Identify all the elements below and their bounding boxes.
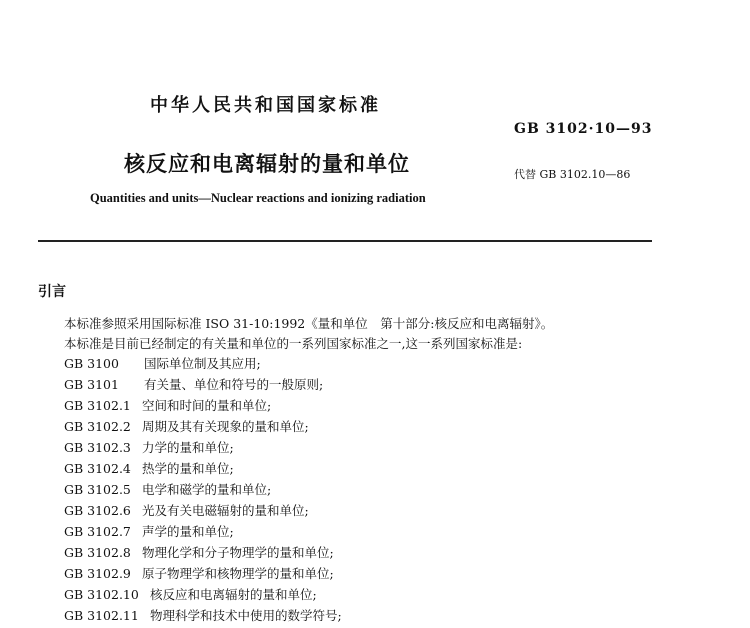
standard-code: GB 3102.3 [64,440,131,455]
standard-title: 空间和时间的量和单位; [142,398,272,413]
english-title: Quantities and units—Nuclear reactions and ionizing radiation [90,191,426,205]
standard-title: 声学的量和单位; [142,524,234,539]
list-item [64,479,342,500]
standard-title: 核反应和电离辐射的量和单位; [150,587,317,602]
list-item [64,584,342,605]
replaces-note: 代替 GB 3102.10—86 [514,168,631,181]
list-item [64,353,342,374]
standard-title: 光及有关电磁辐射的量和单位; [142,503,309,518]
standard-code: GB 3102.10 [64,587,139,602]
standard-title: 国际单位制及其应用; [144,356,261,371]
intro-paragraph-1: 本标准参照采用国际标准 ISO 31-10:1992《量和单位 第十部分:核反应和电离辐射》。 [64,316,554,331]
standard-code: GB 3102.9 [64,566,131,581]
standard-code: GB 3102.7 [64,524,131,539]
standard-code: GB 3102.2 [64,419,131,434]
list-item [64,563,342,584]
list-item [64,542,342,563]
document-title: 核反应和电离辐射的量和单位 [124,152,410,176]
standard-code: GB 3102.11 [64,608,139,623]
section-heading-introduction: 引言 [38,284,66,300]
standard-title: 力学的量和单位; [142,440,234,455]
standard-title: 有关量、单位和符号的一般原则; [144,377,324,392]
list-item [64,521,342,542]
standard-title: 物理化学和分子物理学的量和单位; [142,545,334,560]
list-item [64,437,342,458]
standards-list [64,353,342,626]
intro-paragraph-2: 本标准是目前已经制定的有关量和单位的一系列国家标准之一,这一系列国家标准是: [64,336,523,351]
standard-code: GB 3101 [64,377,119,392]
list-item [64,458,342,479]
standard-code: GB 3102.4 [64,461,131,476]
standard-code: GB 3102.5 [64,482,131,497]
list-item [64,395,342,416]
list-item [64,416,342,437]
standard-title: 原子物理学和核物理学的量和单位; [142,566,334,581]
standard-title: 电学和磁学的量和单位; [142,482,272,497]
standard-title: 热学的量和单位; [142,461,234,476]
standard-code: GB 3100 [64,356,119,371]
standard-code: GB 3102.1 [64,398,131,413]
national-standard-heading: 中华人民共和国国家标准 [150,95,381,116]
standard-code: GB 3102.8 [64,545,131,560]
standard-title: 周期及其有关现象的量和单位; [142,419,309,434]
list-item [64,605,342,626]
header-divider [38,240,652,242]
standard-number: GB 3102·10—93 [514,121,653,137]
list-item [64,374,342,395]
list-item [64,500,342,521]
standard-code: GB 3102.6 [64,503,131,518]
standard-title: 物理科学和技术中使用的数学符号; [150,608,342,623]
